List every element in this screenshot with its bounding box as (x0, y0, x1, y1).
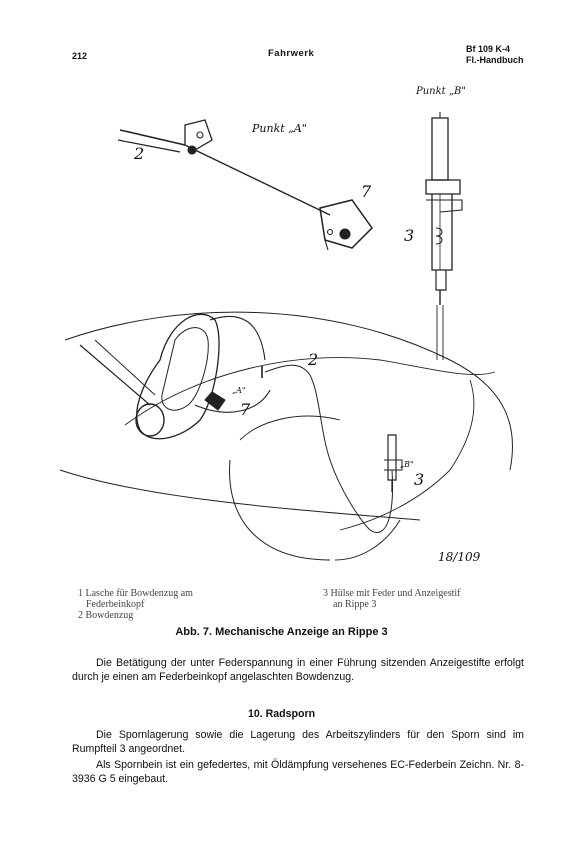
label-3-right: 3 (404, 226, 415, 245)
tag-b: „B" (400, 460, 414, 469)
section-title: Fahrwerk (268, 48, 315, 59)
legend-item: 1 Lasche für Bowdenzug am (78, 588, 193, 599)
aircraft-model: Bf 109 K-4 (466, 44, 511, 54)
figure-id: 18/109 (438, 550, 481, 564)
legend-item: 3 Hülse mit Feder und Anzeigestif (323, 588, 461, 599)
figure-caption: Abb. 7. Mechanische Anzeige an Rippe 3 (175, 626, 388, 638)
section-heading: 10. Radsporn (247, 708, 316, 720)
label-3-low: 3 (414, 470, 425, 489)
label-2-mid: 2 (308, 350, 319, 369)
paragraph: Die Spornlagerung sowie die Lagerung des Arbeitszylinders für den Sporn sind im Rumpfteil 3 angeordnet. (72, 729, 524, 755)
tag-a: „A" (232, 386, 246, 395)
legend-left (78, 588, 193, 621)
label-7-top: 7 (361, 182, 372, 201)
paragraph: Als Spornbein ist ein gefedertes, mit Öldämpfung versehenes EC-Federbein Zeichn. Nr. 8-3936 G 5 eingebaut. (72, 759, 524, 785)
legend-item: Federbeinkopf (86, 599, 145, 610)
page-number: 212 (72, 51, 88, 61)
label-punkt-a: Punkt „A" (252, 122, 307, 135)
paragraph: Die Betätigung der unter Federspannung in einer Führung sitzenden Anzeigestifte erfolgt durch je einen am Federbeinkopf angelaschten Bowdenzug. (72, 657, 524, 683)
legend-item: 2 Bowdenzug (78, 610, 134, 621)
technical-drawing (0, 80, 563, 580)
legend-item: an Rippe 3 (333, 599, 377, 610)
manual-name: Fl.-Handbuch (466, 55, 524, 65)
label-punkt-b: Punkt „B" (416, 86, 466, 97)
label-7-mid: 7 (240, 400, 251, 419)
legend-right (323, 588, 460, 610)
figure (0, 80, 563, 621)
label-2-top: 2 (134, 144, 145, 163)
